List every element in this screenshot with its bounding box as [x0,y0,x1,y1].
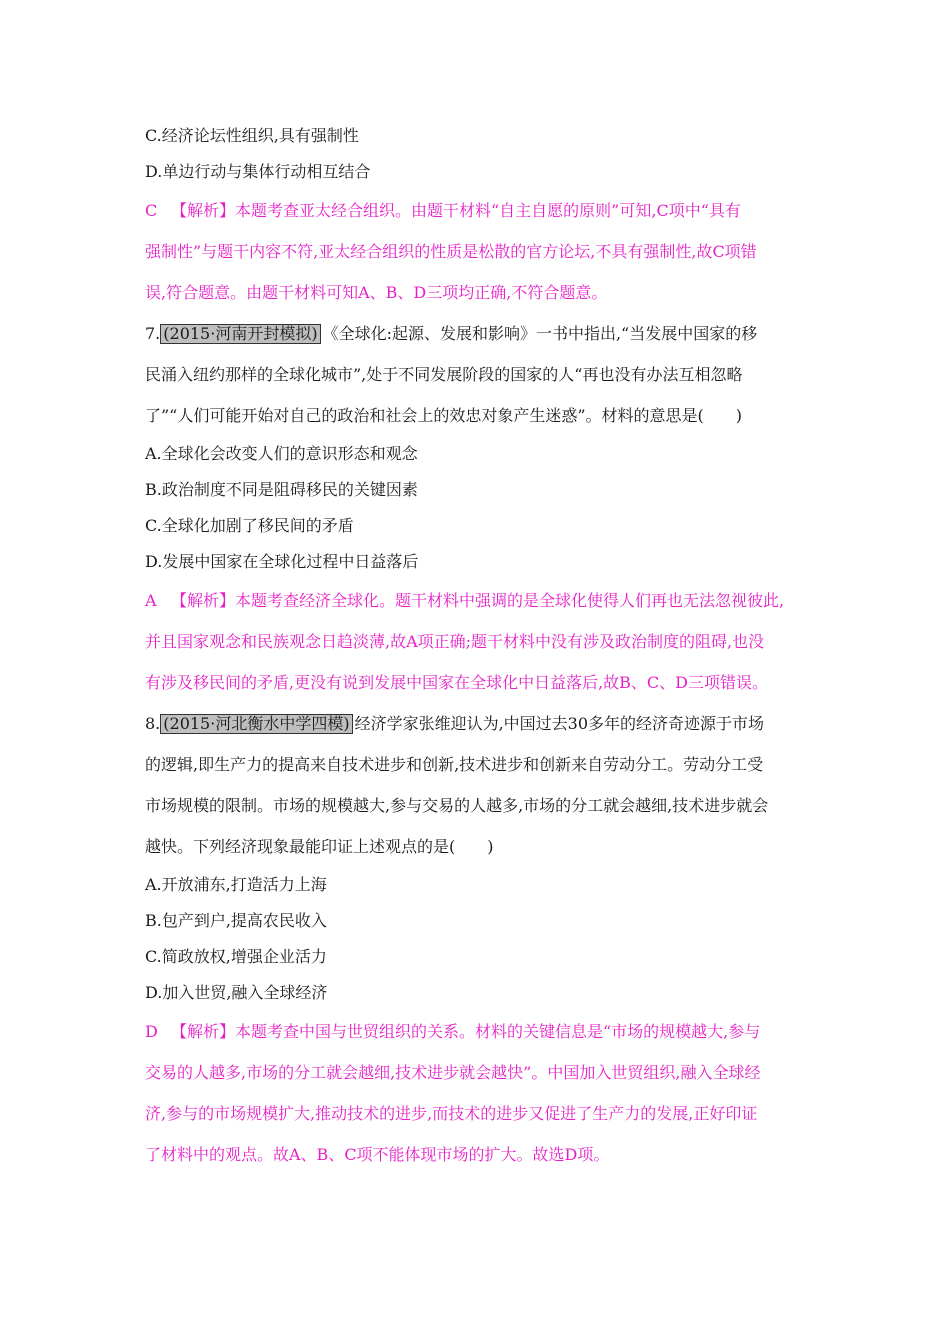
q8-number: 8. [145,713,161,733]
q8-answer-line-1 [145,1011,815,1052]
q8-source-tag: (2015·河北衡水中学四模) [160,714,352,734]
q8-answer-text: 【解析】本题考查中国与世贸组织的关系。材料的关键信息是“市场的规模越大,参与 [171,1021,761,1041]
q8-option-b: B.包产到户,提高农民收入 [145,911,327,930]
q8-option-d: D.加入世贸,融入全球经济 [145,983,328,1002]
q8-option-c: C.简政放权,增强企业活力 [145,947,327,966]
q7-answer-text: 【解析】本题考查经济全球化。题干材料中强调的是全球化使得人们再也无法忽视彼此, [171,590,785,610]
q8-answer-key: D [145,1021,158,1041]
q7-number: 7. [145,323,161,343]
q7-answer-line-2: 并且国家观念和民族观念日趋淡薄,故A项正确;题干材料中没有涉及政治制度的阻碍,也没 [145,631,765,651]
q7-stem-line-3: 了”“人们可能开始对自己的政治和社会上的效忠对象产生迷惑”。材料的意思是( ) [145,405,743,425]
q8-option-a: A.开放浦东,打造活力上海 [145,875,327,894]
q7-stem-line-1 [145,313,815,354]
q6-answer-line-1 [145,190,815,231]
q7-option-b: B.政治制度不同是阻碍移民的关键因素 [145,480,418,499]
q6-answer-line-3: 误,符合题意。由题干材料可知A、B、D三项均正确,不符合题意。 [145,282,608,302]
q7-answer-line-1 [145,580,815,621]
q8-stem-line-1 [145,703,815,744]
q7-answer-key: A [145,590,157,610]
q7-stem-line-2: 民涌入纽约那样的全球化城市”,处于不同发展阶段的国家的人“再也没有办法互相忽略 [145,364,743,384]
q8-answer-line-2: 交易的人越多,市场的分工就会越细,技术进步就会越快”。中国加入世贸组织,融入全球经 [145,1062,761,1082]
q8-answer-line-4: 了材料中的观点。故A、B、C项不能体现市场的扩大。故选D项。 [145,1144,610,1164]
q6-answer-text: 【解析】本题考查亚太经合组织。由题干材料“自主自愿的原则”可知,C项中“具有 [171,200,741,220]
q6-answer-line-2: 强制性”与题干内容不符,亚太经合组织的性质是松散的官方论坛,不具有强制性,故C项错 [145,241,757,261]
q8-stem-text: 经济学家张维迎认为,中国过去30多年的经济奇迹源于市场 [354,713,765,733]
q7-answer-line-3: 有涉及移民间的矛盾,更没有说到发展中国家在全球化中日益落后,故B、C、D三项错误。 [145,672,769,692]
q7-option-a: A.全球化会改变人们的意识形态和观念 [145,444,418,463]
q6-answer-key: C [145,200,158,220]
q7-source-tag: (2015·河南开封模拟) [160,324,320,344]
q8-stem-line-4: 越快。下列经济现象最能印证上述观点的是( ) [145,836,494,856]
q6-option-d: D.单边行动与集体行动相互结合 [145,162,371,181]
q7-stem-text: 《全球化:起源、发展和影响》一书中指出,“当发展中国家的移 [322,323,758,343]
q8-stem-line-2: 的逻辑,即生产力的提高来自技术进步和创新,技术进步和创新来自劳动分工。劳动分工受 [145,754,764,774]
q7-option-c: C.全球化加剧了移民间的矛盾 [145,516,354,535]
q7-option-d: D.发展中国家在全球化过程中日益落后 [145,552,419,571]
document-page [145,118,815,1175]
q8-stem-line-3: 市场规模的限制。市场的规模越大,参与交易的人越多,市场的分工就会越细,技术进步就会 [145,795,769,815]
q8-answer-line-3: 济,参与的市场规模扩大,推动技术的进步,而技术的进步又促进了生产力的发展,正好印证 [145,1103,758,1123]
q6-option-c: C.经济论坛性组织,具有强制性 [145,126,359,145]
